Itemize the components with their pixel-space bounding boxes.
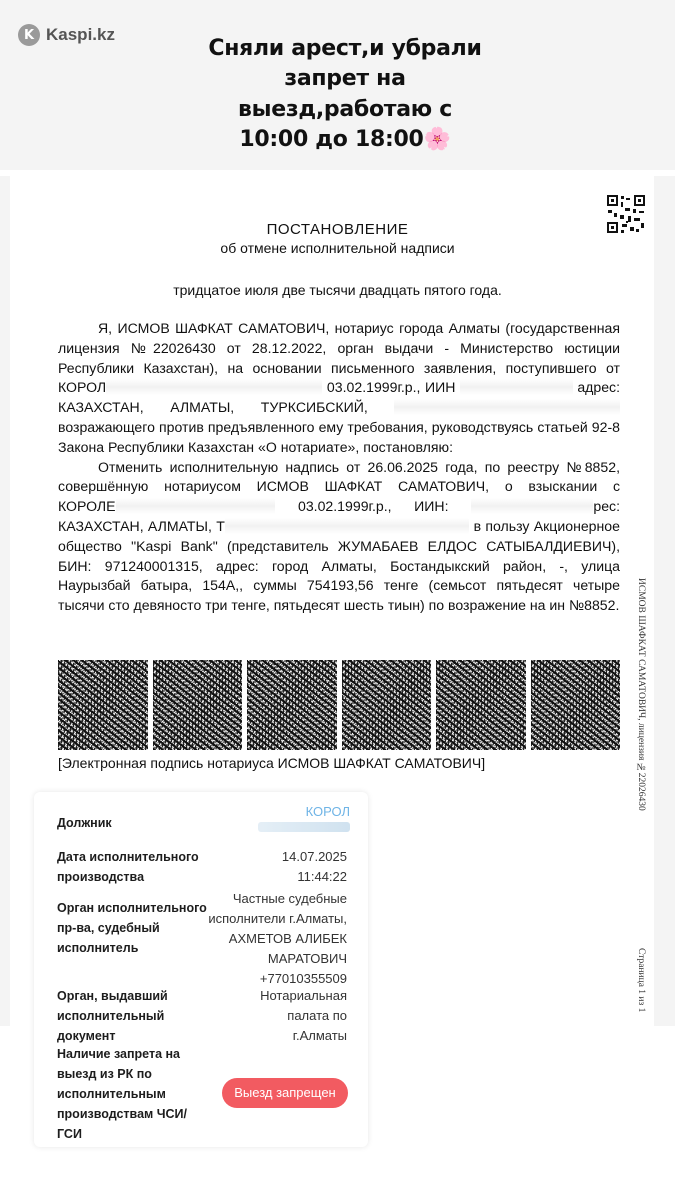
row-value	[177, 986, 347, 1046]
paragraph-text: 03.02.1999г.р., ИИН:	[298, 498, 449, 515]
kaspi-logo-icon: K	[18, 24, 40, 46]
document-body	[58, 319, 620, 616]
signature-block	[247, 660, 337, 750]
debtor-name: КОРОЛ	[305, 804, 350, 819]
value-line: МАРАТОВИЧ	[267, 951, 347, 966]
signature-block	[531, 660, 621, 750]
brand	[18, 24, 115, 46]
value-line: Нотариальная	[260, 988, 347, 1003]
paragraph-text: 03.02.1999г.р., ИИН	[326, 379, 456, 396]
redacted-address	[394, 399, 620, 415]
paragraph-text: Я, ИСМОВ ШАФКАТ САМАТОВИЧ, нотариус города Алматы (государственная лицензия №22026430 от 28.12.2022, орган выдачи - Министерство юстиции Республики Казахстан), на основании письменного заявления, поступившего от КОРОЛ	[58, 320, 620, 396]
redacted-debtor-name	[258, 822, 350, 832]
redacted-address	[225, 518, 469, 534]
paragraph-text: возражающего против предъявленного ему требования, руководствуясь статьей 92-8 Закона Республики Казахстан «О нотариате», постановляю:	[58, 418, 620, 455]
document-date: тридцатое июля две тысячи двадцать пятого года.	[173, 282, 502, 298]
brand-name: Kaspi.kz	[46, 25, 115, 44]
document-title: ПОСТАНОВЛЕНИЕ	[266, 221, 409, 238]
headline-line	[150, 125, 540, 155]
document-subtitle: об отмене исполнительной надписи	[220, 240, 455, 256]
paragraph-text: адрес: КАЗАХСТАН, АЛМАТЫ, ТУРКСИБСКИЙ,	[58, 379, 621, 416]
headline-line-text: 10:00 до 18:00	[239, 127, 424, 153]
paragraph-text: Отменить исполнительную надпись от 26.06.2025 года, по реестру №8852, совершённую нотариусом ИСМОВ ШАФКАТ САМАТОВИЧ, о взыскании с КОРОЛЕ	[58, 458, 620, 515]
paragraph-application	[58, 319, 620, 458]
row-label: Дата исполнительного производства	[57, 850, 199, 884]
value-line: исполнители г.Алматы,	[208, 911, 347, 926]
headline-line: запрет на	[284, 66, 406, 92]
redacted-name	[106, 379, 322, 395]
side-notary-text: ИСМОВ ШАФКАТ САМАТОВИЧ, лицензия №22026430	[636, 578, 646, 811]
paragraph-text: рес: КАЗАХСТАН, АЛМАТЫ, Т	[58, 498, 620, 534]
redacted-iin	[460, 379, 573, 395]
scan-border	[654, 176, 675, 1026]
travel-ban-badge: Выезд запрещен	[222, 1078, 348, 1108]
redacted-name	[116, 498, 276, 514]
signature-block	[58, 660, 148, 750]
row-label: Наличие запрета на выезд из РК по исполнительным производствам ЧСИ/ГСИ	[57, 1047, 188, 1141]
value-line: палата по	[287, 1008, 347, 1023]
row-value	[177, 847, 347, 887]
signature-caption: [Электронная подпись нотариуса ИСМОВ ШАФКАТ САМАТОВИЧ]	[58, 755, 486, 771]
redacted-iin	[471, 498, 593, 514]
paragraph-decision	[58, 458, 620, 616]
value-line: +77010355509	[259, 971, 347, 986]
electronic-signature-blocks	[58, 660, 620, 750]
row-label: Орган, выдавший исполнительный документ	[57, 989, 168, 1043]
value-line: Частные судебные	[232, 891, 347, 906]
value-line: г.Алматы	[292, 1028, 347, 1043]
headline-line: Сняли арест,и убрали	[208, 36, 482, 61]
paragraph-text: в пользу Акционерное общество "Kaspi Bank" (представитель ЖУМАБАЕВ ЕЛДОС САТЫБАЛДИЕВИЧ), БИН: 971240001315, адрес: город Алматы, Бостандыкский район, -, улица Наурызбай батыра, 154А,, суммы 754193,56 тенге (семьсот пятьдесят четыре тысячи сто девяносто три тенге, пятьдесят шесть тиын) по возражение на ин №8852.	[58, 517, 620, 614]
story-headline	[150, 34, 540, 155]
headline-line: выезд,работаю с	[238, 96, 452, 122]
scan-border	[0, 176, 10, 1026]
row-value	[177, 889, 347, 989]
value-line: 11:44:22	[297, 869, 347, 884]
value-line: АХМЕТОВ АЛИБЕК	[228, 931, 347, 946]
flower-emoji-icon: 🌸	[423, 127, 451, 153]
signature-block	[153, 660, 243, 750]
signature-block	[342, 660, 432, 750]
debtor-label: Должник	[57, 816, 112, 830]
value-line: 14.07.2025	[281, 849, 347, 864]
row-label: Орган исполнительного пр-ва, судебный исполнитель	[57, 901, 207, 955]
page-number: Страница 1 из 1	[636, 948, 646, 1013]
signature-block	[436, 660, 526, 750]
